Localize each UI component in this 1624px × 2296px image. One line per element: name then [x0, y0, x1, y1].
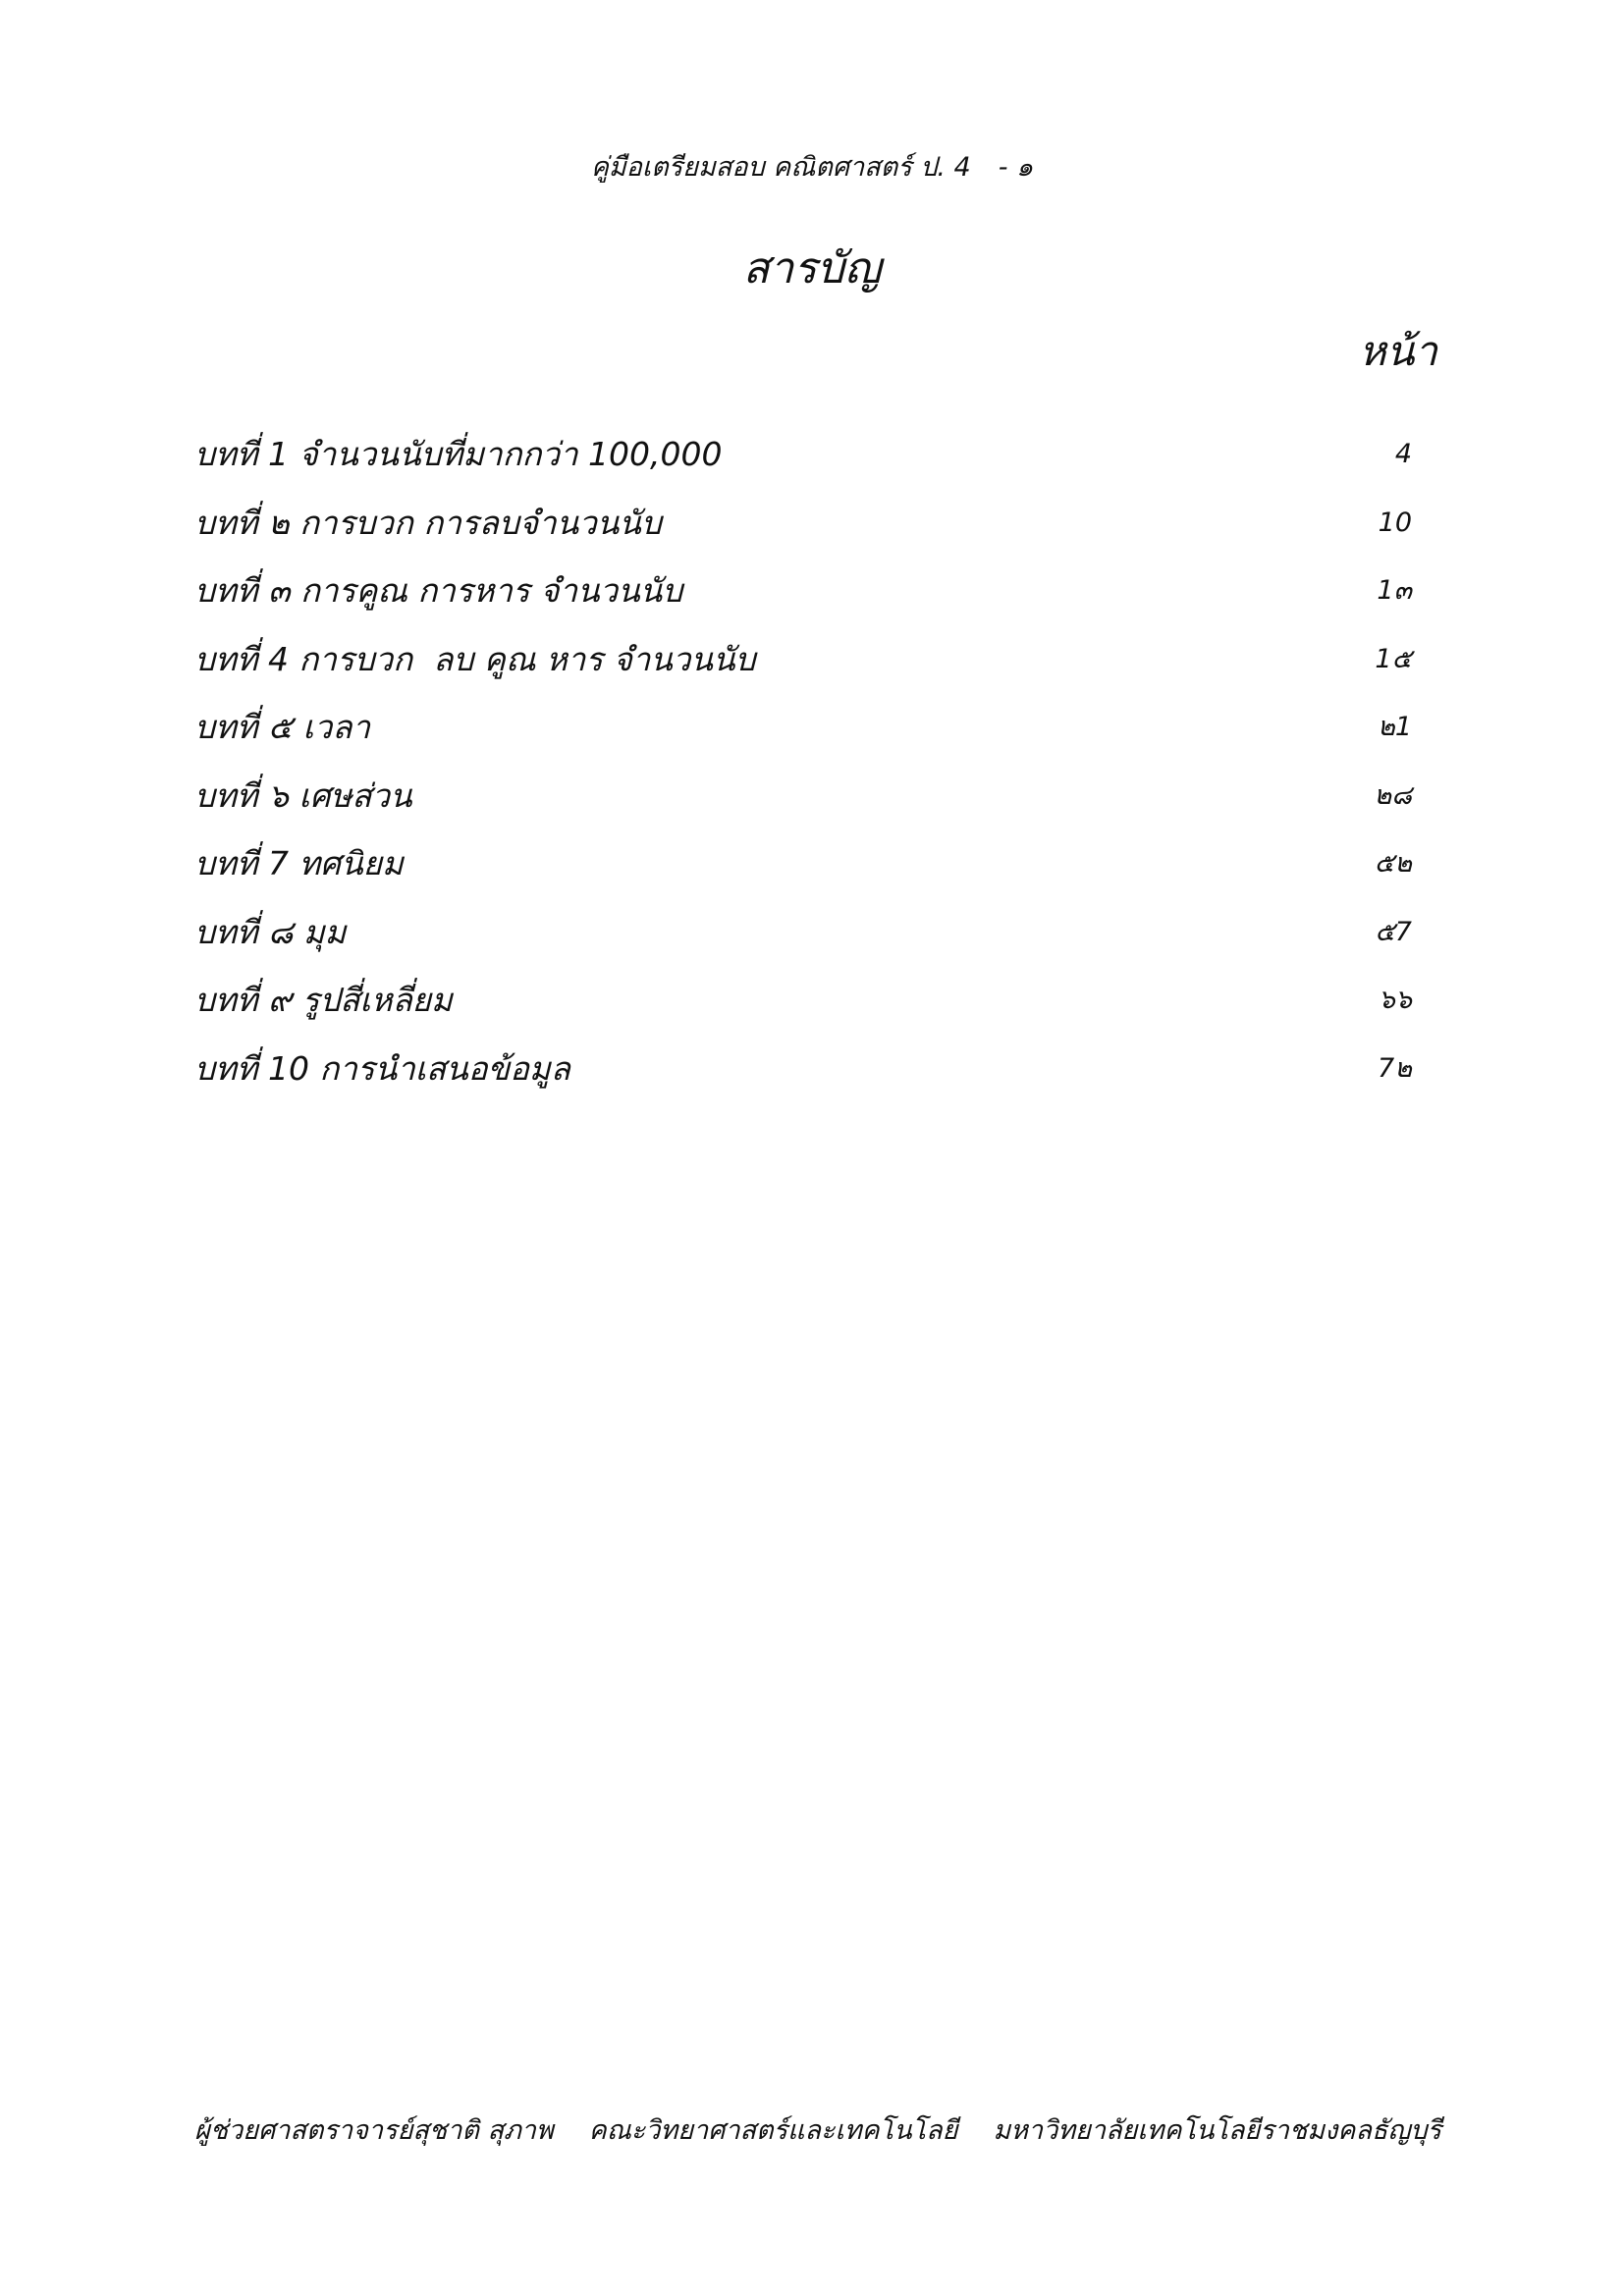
toc-entry-6[interactable] [194, 766, 1412, 834]
page-header [0, 145, 1624, 187]
toc-entry-8[interactable] [194, 902, 1412, 971]
table-of-contents [194, 424, 1412, 1106]
footer-author: ผู้ช่วยศาสตราจารย์สุชาติ สุภาพ [194, 2115, 554, 2146]
toc-entry-label: บทที่ ๙ รูปสี่เหลี่ยม [194, 981, 453, 1019]
toc-entry-page: 10 [1378, 507, 1412, 538]
toc-entry-page: ๕๒ [1374, 848, 1412, 879]
page-title: สารบัญ [742, 243, 882, 294]
toc-entry-label: บทที่ 7 ทศนิยม [194, 844, 404, 882]
toc-entry-1[interactable] [194, 424, 1412, 493]
toc-entry-label: บทที่ ๖ เศษส่วน [194, 775, 412, 815]
toc-entry-5[interactable] [194, 697, 1412, 766]
toc-entry-page: ๖๖ [1378, 985, 1412, 1015]
toc-entry-label: บทที่ ๒ การบวก การลบจำนวนนับ [194, 503, 662, 542]
toc-entry-4[interactable] [194, 629, 1412, 698]
toc-entry-label: บทที่ ๓ การคูณ การหาร จำนวนนับ [194, 571, 683, 610]
toc-entry-7[interactable] [194, 833, 1412, 902]
book-title: คู่มือเตรียมสอบ คณิตศาสตร์ ป. 4 [590, 152, 971, 183]
toc-entry-page: 1๕ [1375, 643, 1412, 674]
page-footer [194, 2109, 1441, 2151]
footer-faculty: คณะวิทยาศาสตร์และเทคโนโลยี [588, 2115, 958, 2146]
page-column-label: หน้า [1359, 327, 1437, 375]
footer-university: มหาวิทยาลัยเทคโนโลยีราชมงคลธัญบุรี [993, 2115, 1441, 2146]
toc-entry-9[interactable] [194, 970, 1412, 1039]
toc-entry-page: 7๒ [1378, 1052, 1412, 1084]
toc-entry-page: 4 [1394, 439, 1412, 469]
toc-entry-page: ๒๘ [1374, 779, 1412, 811]
toc-entry-page: ๒1 [1378, 712, 1412, 742]
toc-entry-2[interactable] [194, 493, 1412, 561]
toc-entry-page: 1๓ [1377, 575, 1412, 606]
toc-entry-label: บทที่ 4 การบวก ลบ คูณ หาร จำนวนนับ [194, 639, 756, 678]
page-number: - ๑ [998, 152, 1034, 183]
toc-entry-label: บทที่ ๘ มุม [194, 912, 347, 951]
toc-entry-label: บทที่ 10 การนำเสนอข้อมูล [194, 1048, 570, 1088]
toc-entry-page: ๕7 [1375, 916, 1412, 947]
toc-entry-10[interactable] [194, 1039, 1412, 1107]
toc-entry-label: บทที่ ๕ เวลา [194, 708, 370, 746]
toc-entry-3[interactable] [194, 561, 1412, 629]
toc-entry-label: บทที่ 1 จำนวนนับที่มากกว่า 100,000 [194, 435, 723, 473]
